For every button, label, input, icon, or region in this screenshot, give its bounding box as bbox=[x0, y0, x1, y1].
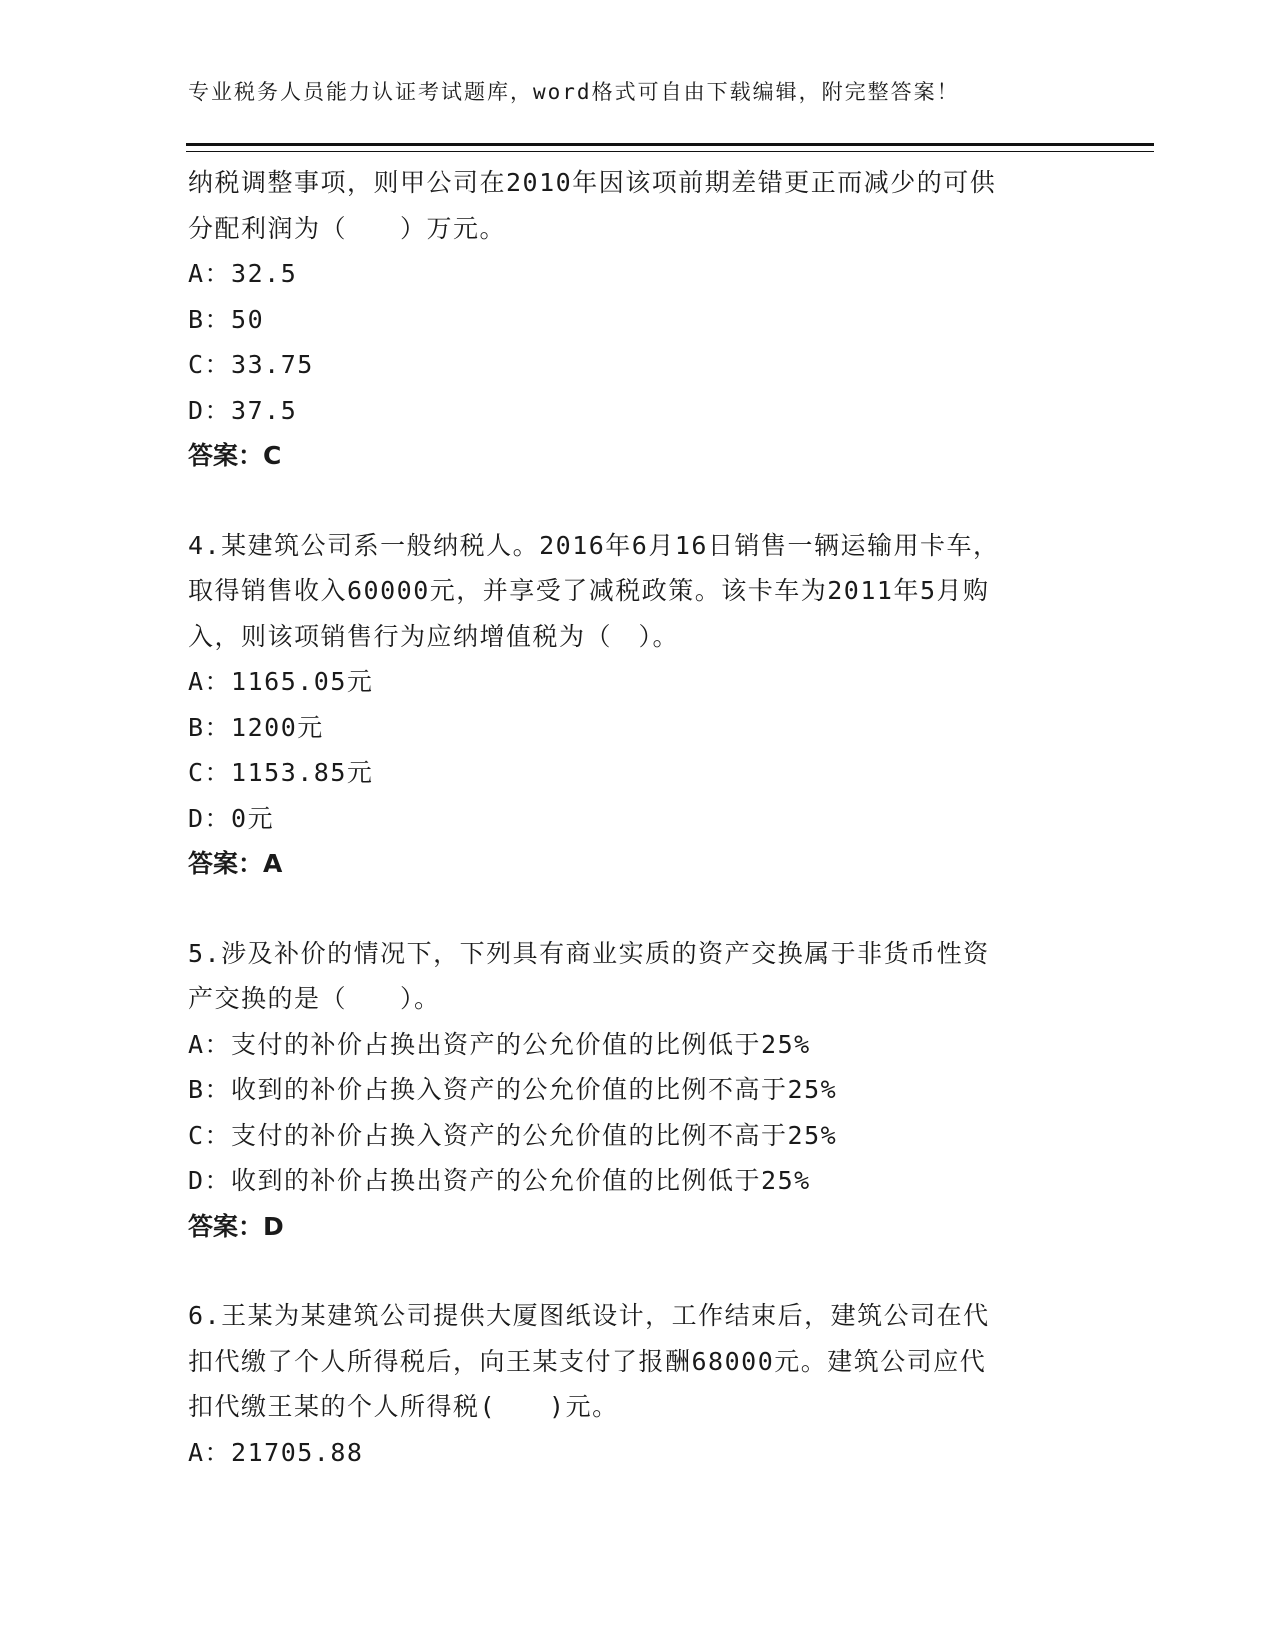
option-c: C：33.75 bbox=[188, 350, 314, 379]
page-header: 专业税务人员能力认证考试题库，word格式可自由下载编辑，附完整答案！ bbox=[188, 80, 960, 104]
header-rule-thick bbox=[186, 143, 1154, 146]
question-stem-line: 取得销售收入60000元，并享受了减税政策。该卡车为2011年5月购 bbox=[188, 576, 990, 605]
question-stem-line: 6.王某为某建筑公司提供大厦图纸设计，工作结束后，建筑公司在代 bbox=[188, 1301, 990, 1330]
question-stem-line: 产交换的是（ ）。 bbox=[188, 984, 441, 1013]
question-block-5 bbox=[188, 931, 1088, 1250]
option-a: A：21705.88 bbox=[188, 1437, 364, 1467]
option-d: D：收到的补价占换出资产的公允价值的比例低于25% bbox=[188, 1166, 811, 1195]
option-b: B：50 bbox=[188, 304, 265, 334]
answer-line: 答案：D bbox=[188, 1211, 284, 1241]
option-a: A：1165.05元 bbox=[188, 667, 374, 696]
option-c: C：1153.85元 bbox=[188, 758, 374, 787]
answer-line: 答案：C bbox=[188, 441, 282, 470]
option-d: D：37.5 bbox=[188, 395, 298, 425]
question-content bbox=[188, 160, 1088, 1475]
option-b: B：1200元 bbox=[188, 712, 324, 742]
header-rule-thin bbox=[186, 151, 1154, 152]
question-block-3 bbox=[188, 160, 1088, 479]
question-stem-line: 5.涉及补价的情况下，下列具有商业实质的资产交换属于非货币性资 bbox=[188, 938, 990, 968]
answer-line: 答案：A bbox=[188, 849, 283, 878]
option-c: C：支付的补价占换入资产的公允价值的比例不高于25% bbox=[188, 1120, 838, 1150]
option-a: A：支付的补价占换出资产的公允价值的比例低于25% bbox=[188, 1029, 811, 1059]
question-block-6 bbox=[188, 1293, 1088, 1475]
question-block-4 bbox=[188, 523, 1088, 887]
question-stem-line: 扣代缴王某的个人所得税( )元。 bbox=[188, 1392, 619, 1421]
option-a: A：32.5 bbox=[188, 259, 298, 288]
question-stem-line: 分配利润为（ ）万元。 bbox=[188, 213, 507, 243]
spacer bbox=[188, 887, 1088, 931]
option-d: D：0元 bbox=[188, 803, 275, 833]
question-stem-line: 4.某建筑公司系一般纳税人。2016年6月16日销售一辆运输用卡车， bbox=[188, 530, 1000, 560]
question-stem-line: 纳税调整事项，则甲公司在2010年因该项前期差错更正而减少的可供 bbox=[188, 168, 997, 197]
question-stem-line: 入，则该项销售行为应纳增值税为（ ）。 bbox=[188, 621, 680, 651]
spacer bbox=[188, 479, 1088, 523]
spacer bbox=[188, 1249, 1088, 1293]
option-b: B：收到的补价占换入资产的公允价值的比例不高于25% bbox=[188, 1075, 838, 1104]
question-stem-line: 扣代缴了个人所得税后，向王某支付了报酬68000元。建筑公司应代 bbox=[188, 1346, 987, 1376]
